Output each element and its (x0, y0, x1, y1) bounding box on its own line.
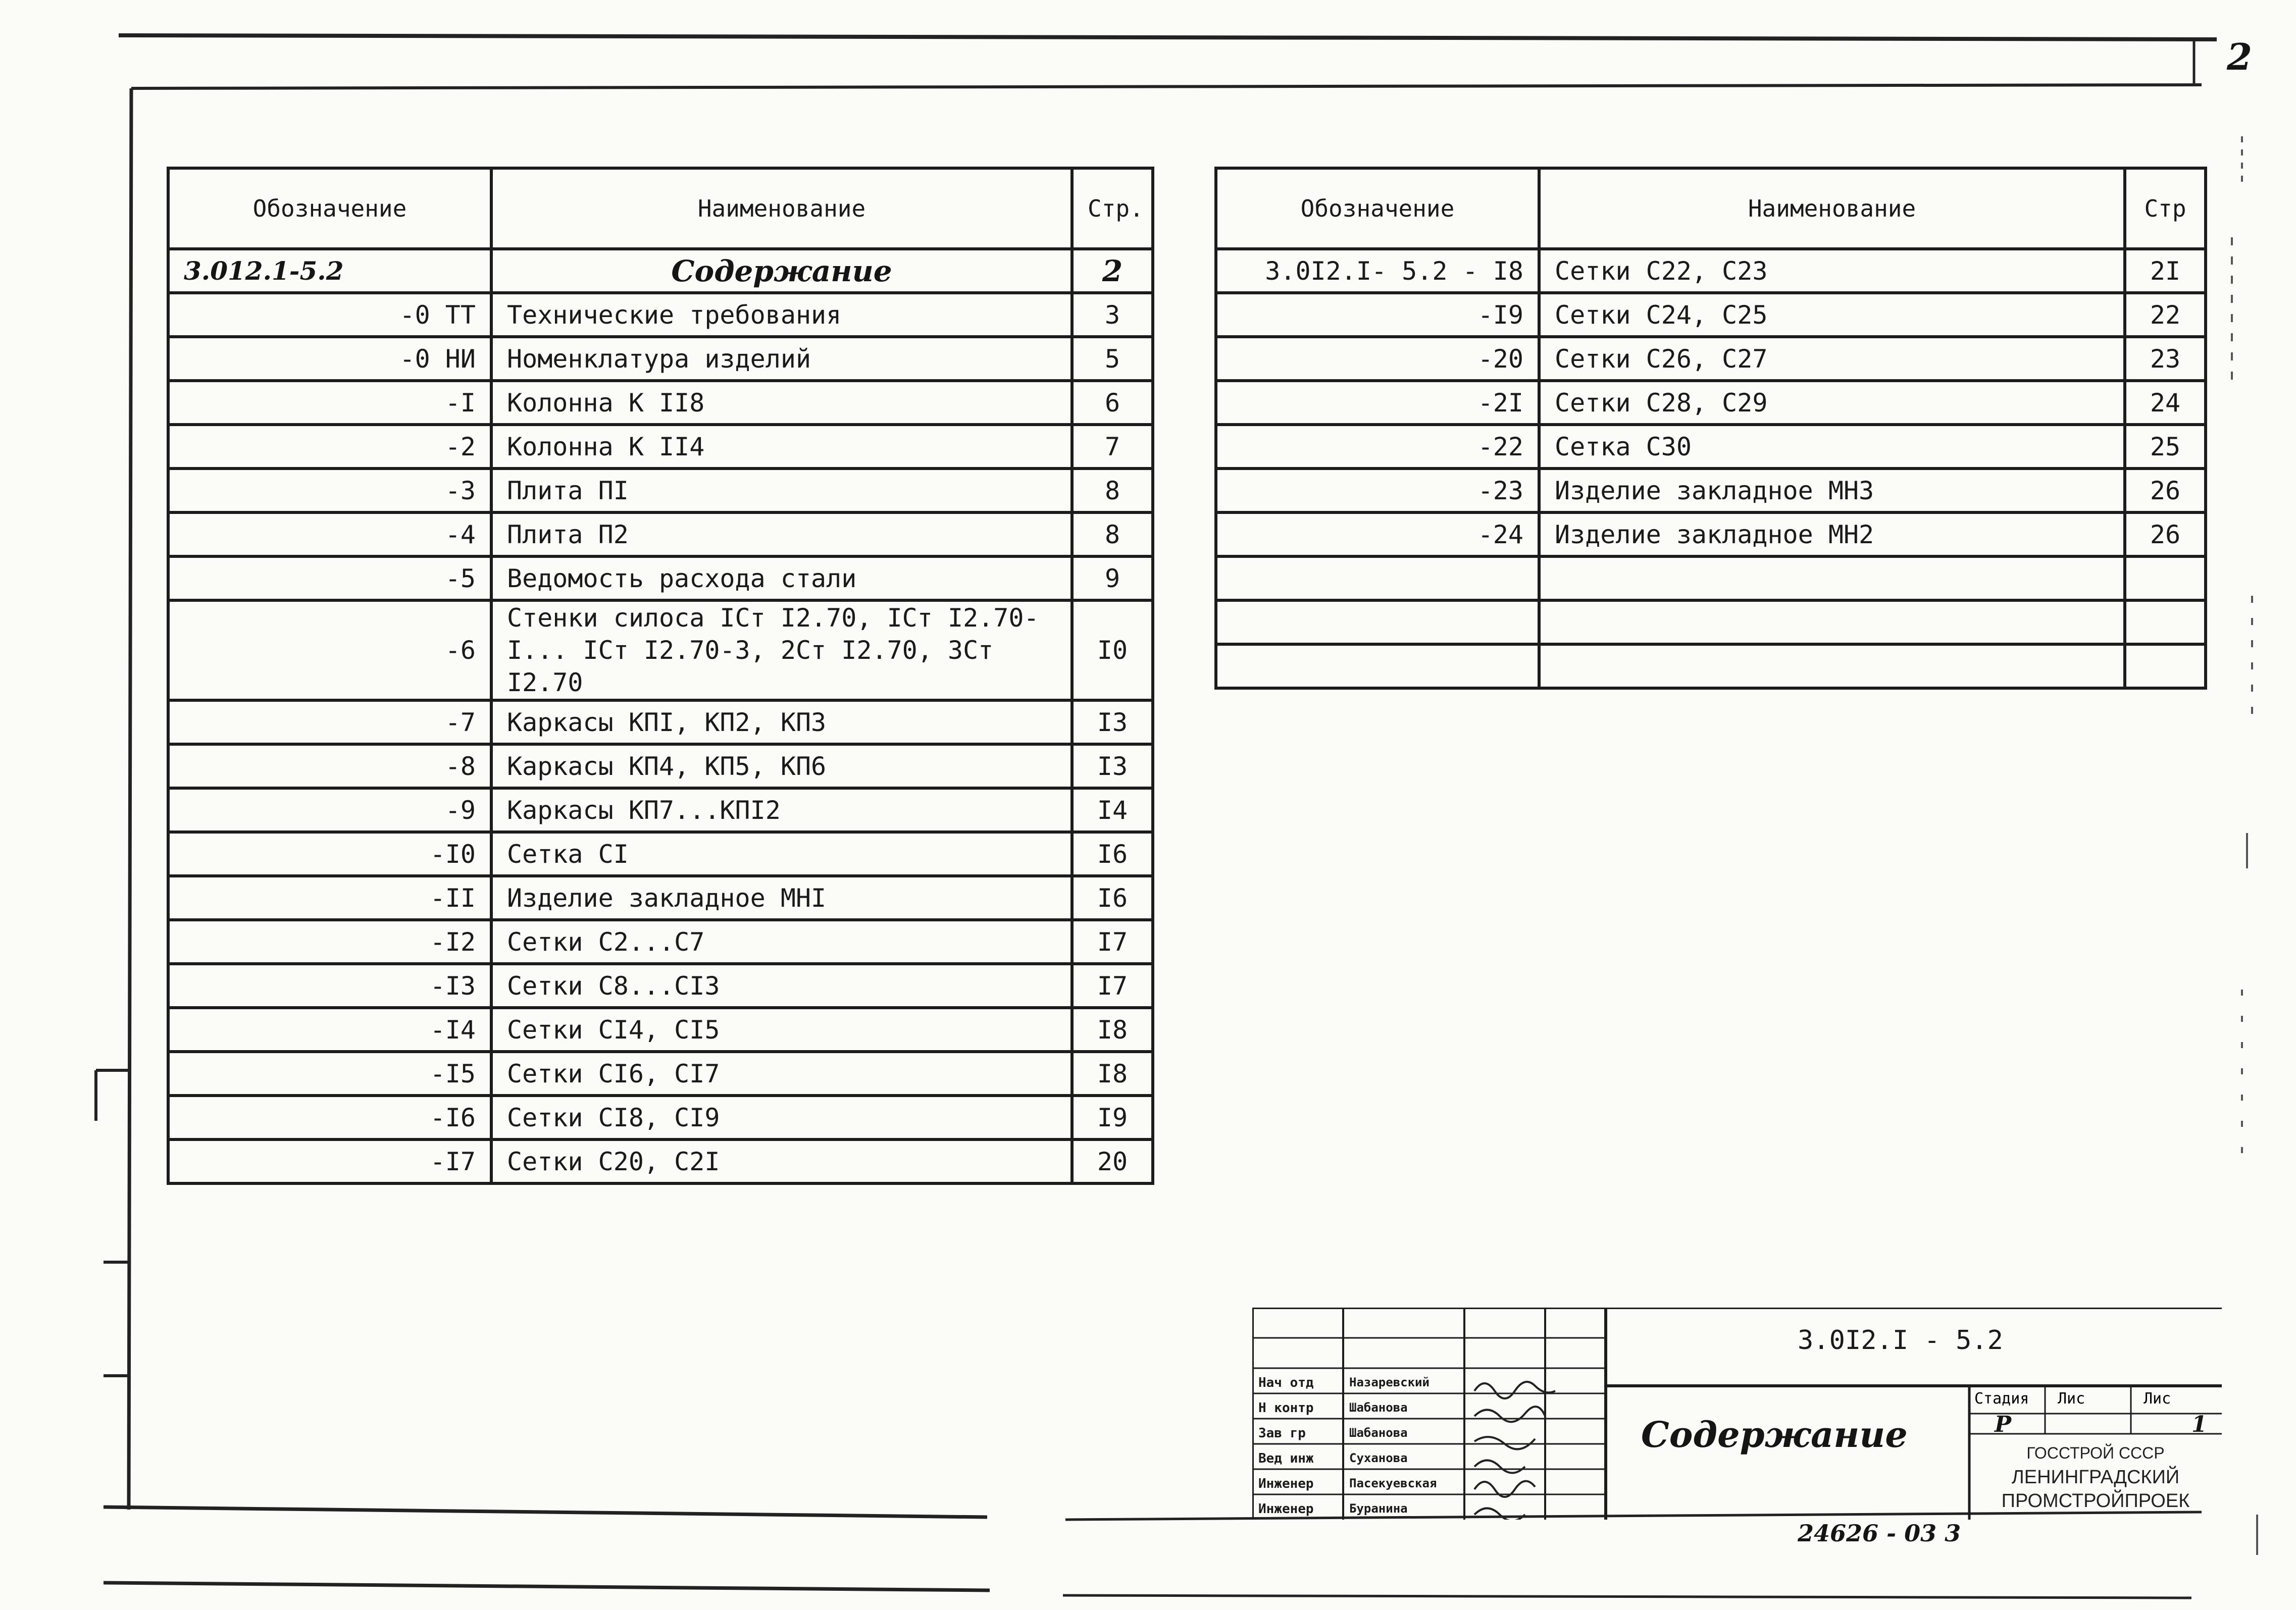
contents-table-right (1214, 167, 2207, 690)
contents-body-left (168, 249, 1153, 1183)
stage-label: Стадия (1974, 1390, 2029, 1408)
name-cell (1539, 556, 2125, 600)
person-name: Назаревский (1349, 1375, 1430, 1389)
designation-cell: -I4 (168, 1008, 491, 1052)
page-cell: 8 (1072, 512, 1153, 556)
designation-cell: -6 (168, 600, 491, 700)
page-cell: 22 (2125, 293, 2206, 337)
table-row (168, 337, 1153, 381)
table-row (1216, 469, 2206, 512)
designation-cell: -I9 (1216, 293, 1539, 337)
page-cell (2125, 600, 2206, 644)
table-row (1216, 425, 2206, 469)
table-row (168, 744, 1153, 788)
designation-header: Обозначение (168, 168, 491, 249)
name-cell: Плита П2 (491, 512, 1072, 556)
table-row (168, 381, 1153, 425)
table-row (168, 1139, 1153, 1183)
designation-cell: -I6 (168, 1096, 491, 1139)
page-cell: 6 (1072, 381, 1153, 425)
name-header: Наименование (1539, 168, 2125, 249)
document-code: 3.0I2.I - 5.2 (1798, 1325, 2003, 1356)
table-row (168, 964, 1153, 1008)
name-cell: Каркасы КП7...КПI2 (491, 788, 1072, 832)
designation-cell: -7 (168, 700, 491, 744)
designation-cell: -I0 (168, 832, 491, 876)
page-cell: 2I (2125, 249, 2206, 293)
designation-cell: -2I (1216, 381, 1539, 425)
person-name: Буранина (1349, 1501, 1408, 1516)
name-cell: Сетки С28, С29 (1539, 381, 2125, 425)
name-cell: Сетки С20, С2I (491, 1139, 1072, 1183)
designation-cell: -I5 (168, 1052, 491, 1096)
name-cell: Сетки СI4, СI5 (491, 1008, 1072, 1052)
page-header: Стр (2125, 168, 2206, 249)
contents-table-left (167, 167, 1154, 1185)
table-row (168, 920, 1153, 964)
table-row (1216, 556, 2206, 600)
name-cell: Содержание (491, 249, 1072, 293)
name-cell: Плита ПI (491, 469, 1072, 512)
page-cell: 2 (1072, 249, 1153, 293)
document-title: Содержание (1641, 1414, 1908, 1456)
name-cell: Изделие закладное МНI (491, 876, 1072, 920)
table-row (1216, 249, 2206, 293)
designation-cell: -23 (1216, 469, 1539, 512)
designation-cell: -22 (1216, 425, 1539, 469)
table-row (168, 1052, 1153, 1096)
table-row (168, 556, 1153, 600)
name-cell: Сетки СI6, СI7 (491, 1052, 1072, 1096)
name-cell: Изделие закладное МН3 (1539, 469, 2125, 512)
name-cell: Каркасы КП4, КП5, КП6 (491, 744, 1072, 788)
name-cell: Технические требования (491, 293, 1072, 337)
org-line-2: ЛЕНИНГРАДСКИЙ (2011, 1467, 2180, 1488)
page-cell: 24 (2125, 381, 2206, 425)
page-cell: 3 (1072, 293, 1153, 337)
designation-cell: -8 (168, 744, 491, 788)
page-cell: 8 (1072, 469, 1153, 512)
inventory-number: 24626 - 03 3 (1798, 1520, 1961, 1547)
page-cell: I7 (1072, 964, 1153, 1008)
table-row (168, 512, 1153, 556)
person-name: Суханова (1349, 1451, 1408, 1465)
designation-cell: -0 НИ (168, 337, 491, 381)
designation-cell: -9 (168, 788, 491, 832)
page-cell: I7 (1072, 920, 1153, 964)
org-line-1: ГОССТРОЙ СССР (2026, 1444, 2165, 1462)
page-cell: 9 (1072, 556, 1153, 600)
page-header: Стр. (1072, 168, 1153, 249)
table-row (168, 469, 1153, 512)
designation-cell: -24 (1216, 512, 1539, 556)
designation-cell: -I (168, 381, 491, 425)
page-cell (2125, 644, 2206, 688)
table-row (1216, 644, 2206, 688)
name-cell: Колонна К II4 (491, 425, 1072, 469)
name-header: Наименование (491, 168, 1072, 249)
role-label: Н контр (1258, 1400, 1314, 1416)
designation-cell: -I2 (168, 920, 491, 964)
role-label: Инженер (1258, 1501, 1314, 1517)
table-header-row (1216, 168, 2206, 249)
name-cell: Номенклатура изделий (491, 337, 1072, 381)
signatures (1474, 1382, 1555, 1520)
designation-cell: -20 (1216, 337, 1539, 381)
page-cell: I6 (1072, 876, 1153, 920)
person-name: Шабанова (1349, 1426, 1408, 1440)
table-row (168, 876, 1153, 920)
designation-cell: -II (168, 876, 491, 920)
role-label: Нач отд (1258, 1375, 1314, 1390)
table-row (1216, 512, 2206, 556)
page-cell: 7 (1072, 425, 1153, 469)
role-label: Вед инж (1258, 1451, 1314, 1466)
designation-cell: -0 ТТ (168, 293, 491, 337)
page-cell: I3 (1072, 700, 1153, 744)
table-row (168, 293, 1153, 337)
table-row (168, 425, 1153, 469)
page-cell: 23 (2125, 337, 2206, 381)
designation-cell: -3 (168, 469, 491, 512)
table-row (168, 832, 1153, 876)
page-cell: 26 (2125, 469, 2206, 512)
page-cell: I8 (1072, 1052, 1153, 1096)
name-cell: Сетка СI (491, 832, 1072, 876)
name-cell: Колонна К II8 (491, 381, 1072, 425)
name-cell: Сетки С8...СI3 (491, 964, 1072, 1008)
role-label: Инженер (1258, 1476, 1314, 1491)
person-name: Пасекуевская (1349, 1476, 1437, 1490)
table-row (168, 1008, 1153, 1052)
page-number: 2 (2227, 35, 2253, 78)
designation-cell: -2 (168, 425, 491, 469)
contents-body-right (1216, 249, 2206, 688)
designation-cell: -5 (168, 556, 491, 600)
table-row (1216, 293, 2206, 337)
org-line-3: ПРОМСТРОЙПРОЕК (2001, 1490, 2190, 1512)
designation-cell: -4 (168, 512, 491, 556)
name-cell: Сетка С30 (1539, 425, 2125, 469)
sheets-value: 1 (2191, 1412, 2207, 1437)
page-cell: I3 (1072, 744, 1153, 788)
table-row (1216, 600, 2206, 644)
sheet-label: Лис (2058, 1390, 2085, 1408)
table-row (1216, 337, 2206, 381)
name-cell: Стенки силоса IСт I2.70, IСт I2.70-I... IСт I2.70-3, 2Ст I2.70, 3Ст I2.70 (491, 600, 1072, 700)
designation-header: Обозначение (1216, 168, 1539, 249)
designation-cell: 3.0I2.I- 5.2 - I8 (1216, 249, 1539, 293)
page-cell: I9 (1072, 1096, 1153, 1139)
table-row (168, 700, 1153, 744)
name-cell: Ведомость расхода стали (491, 556, 1072, 600)
name-cell: Сетки С24, С25 (1539, 293, 2125, 337)
designation-cell (1216, 644, 1539, 688)
person-name: Шабанова (1349, 1400, 1408, 1415)
designation-cell: -I3 (168, 964, 491, 1008)
stage-value: Р (1995, 1412, 2012, 1437)
designation-cell: -I7 (168, 1139, 491, 1183)
page-cell: I6 (1072, 832, 1153, 876)
name-cell: Каркасы КПI, КП2, КП3 (491, 700, 1072, 744)
page-cell: 25 (2125, 425, 2206, 469)
designation-cell (1216, 600, 1539, 644)
table-row (168, 600, 1153, 700)
name-cell: Сетки С22, С23 (1539, 249, 2125, 293)
page-cell: 26 (2125, 512, 2206, 556)
page-cell: 20 (1072, 1139, 1153, 1183)
page-cell: I8 (1072, 1008, 1153, 1052)
page-cell (2125, 556, 2206, 600)
table-row-main (168, 249, 1153, 293)
designation-cell: 3.012.1-5.2 (168, 249, 491, 293)
table-row (1216, 381, 2206, 425)
table-row (168, 788, 1153, 832)
page-cell: I0 (1072, 600, 1153, 700)
name-cell: Сетки С26, С27 (1539, 337, 2125, 381)
name-cell (1539, 600, 2125, 644)
name-cell (1539, 644, 2125, 688)
title-block (1252, 1308, 2222, 1520)
page-cell: 5 (1072, 337, 1153, 381)
name-cell: Сетки С2...С7 (491, 920, 1072, 964)
role-label: Зав гр (1258, 1426, 1306, 1441)
table-row (168, 1096, 1153, 1139)
name-cell: Сетки СI8, СI9 (491, 1096, 1072, 1139)
designation-cell (1216, 556, 1539, 600)
page-cell: I4 (1072, 788, 1153, 832)
name-cell: Изделие закладное МН2 (1539, 512, 2125, 556)
table-header-row (168, 168, 1153, 249)
sheets-label: Лис (2144, 1390, 2171, 1408)
